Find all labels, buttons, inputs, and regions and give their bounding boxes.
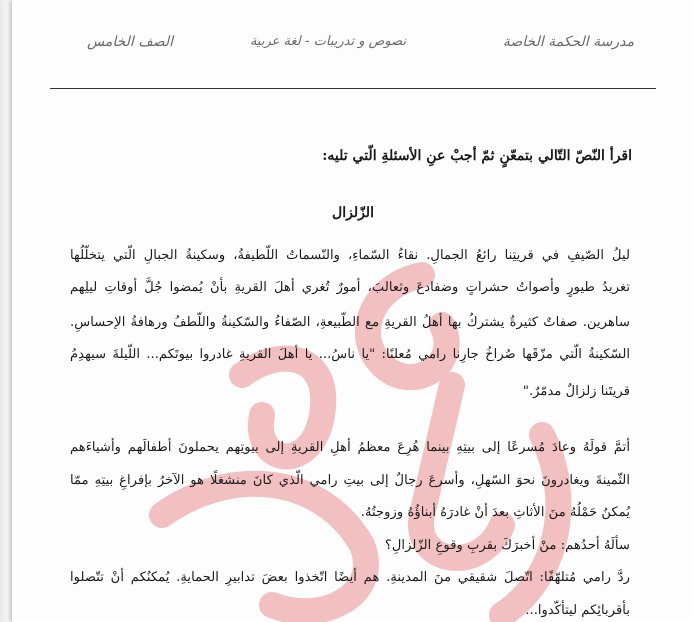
watermark-stamp bbox=[122, 215, 602, 622]
subject-title: نصوص و تدريبات - لغة عربية bbox=[249, 34, 406, 49]
paragraph-line: سألَهُ أحدُهم: منْ أخبرَكَ بقربِ وقوعِ الزّلزالِ؟ bbox=[384, 538, 630, 553]
paragraph-line: قريتَنا زلزالٌ مدمّرٌ." bbox=[522, 384, 630, 399]
header-divider bbox=[50, 88, 656, 89]
page-header bbox=[62, 20, 644, 60]
document-page bbox=[12, 0, 694, 622]
paragraph-line: ليلُ الصّيفِ في قريتِنا رائعُ الجمالِ. نقاءُ السّماءِ، والنّسماتُ اللّطيفةُ، وسكينةُ الجبالِ الّتي يتخلّلُها bbox=[70, 248, 630, 263]
grade-label: الصف الخامس bbox=[87, 34, 174, 50]
school-name: مدرسة الحكمة الخاصة bbox=[502, 34, 634, 50]
paragraph-line: بأقربائِكم ليتأكّدوا... bbox=[525, 603, 630, 618]
paragraph-line: ساهرين. صفاتٌ كثيرةٌ يشتركُ بها أهلُ القريةِ مع الطّبيعةِ، الصّفاءُ والسّكينةُ واللّطفُ ورهافةُ الإحساسِ. bbox=[70, 315, 630, 330]
text-title: الزّلزال bbox=[332, 205, 374, 221]
instruction-text: اقرأ النّصّ التّالي بتمعّنٍ ثمّ أجبْ عنِ الأسئلةِ الّتي تليه: bbox=[322, 148, 632, 164]
paragraph-line: السّكينةُ الّتي مزّقَها صُراخُ جارِنا رامي مُعلنًا: "يا ناسُ... يا أهلَ القريةِ غادروا بيوتَكم... اللّيلةَ سيهدِمُ bbox=[70, 347, 630, 362]
paragraph-line: ردَّ رامي مُتلهّفًا: اتّصلَ شقيقي منَ المدينةِ. هم أيضًا اتّخذوا بعضَ تدابيرِ الحمايةِ. يُمكنُكم أنْ تتّصلوا bbox=[70, 570, 630, 585]
paragraph-line: أتمَّ قولَهُ وعادَ مُسرعًا إلى بيتِهِ بينما هُرِعَ معظمُ أهلِ القريةِ إلى بيوتِهم يحملونَ أطفالَهم وأشياءَهم bbox=[70, 440, 630, 455]
paragraph-line: تغريدُ طيورٍ وأصواتُ حشراتٍ وضفادعَ وثعالبَ، أمورٌ تُغري أهلَ القريةِ بأنْ يُمضوا جُلَّ أوقاتِ ليلِهم bbox=[70, 280, 630, 295]
paragraph-line: يُمكنُ حَمْلُهُ منَ الأثاثِ بعدَ أنْ غادرَهُ أبناؤُهُ وزوجتُهُ. bbox=[360, 505, 630, 520]
page-edge-shadow bbox=[0, 0, 12, 622]
paragraph-line: الثّمينةَ ويغادرونَ نحوَ السّهلِ، وأسرعَ رجالٌ إلى بيتِ رامي الّذي كانَ منشغلًا هو الآخرُ بإفراغِ بيتِهِ ممّا bbox=[70, 473, 630, 488]
